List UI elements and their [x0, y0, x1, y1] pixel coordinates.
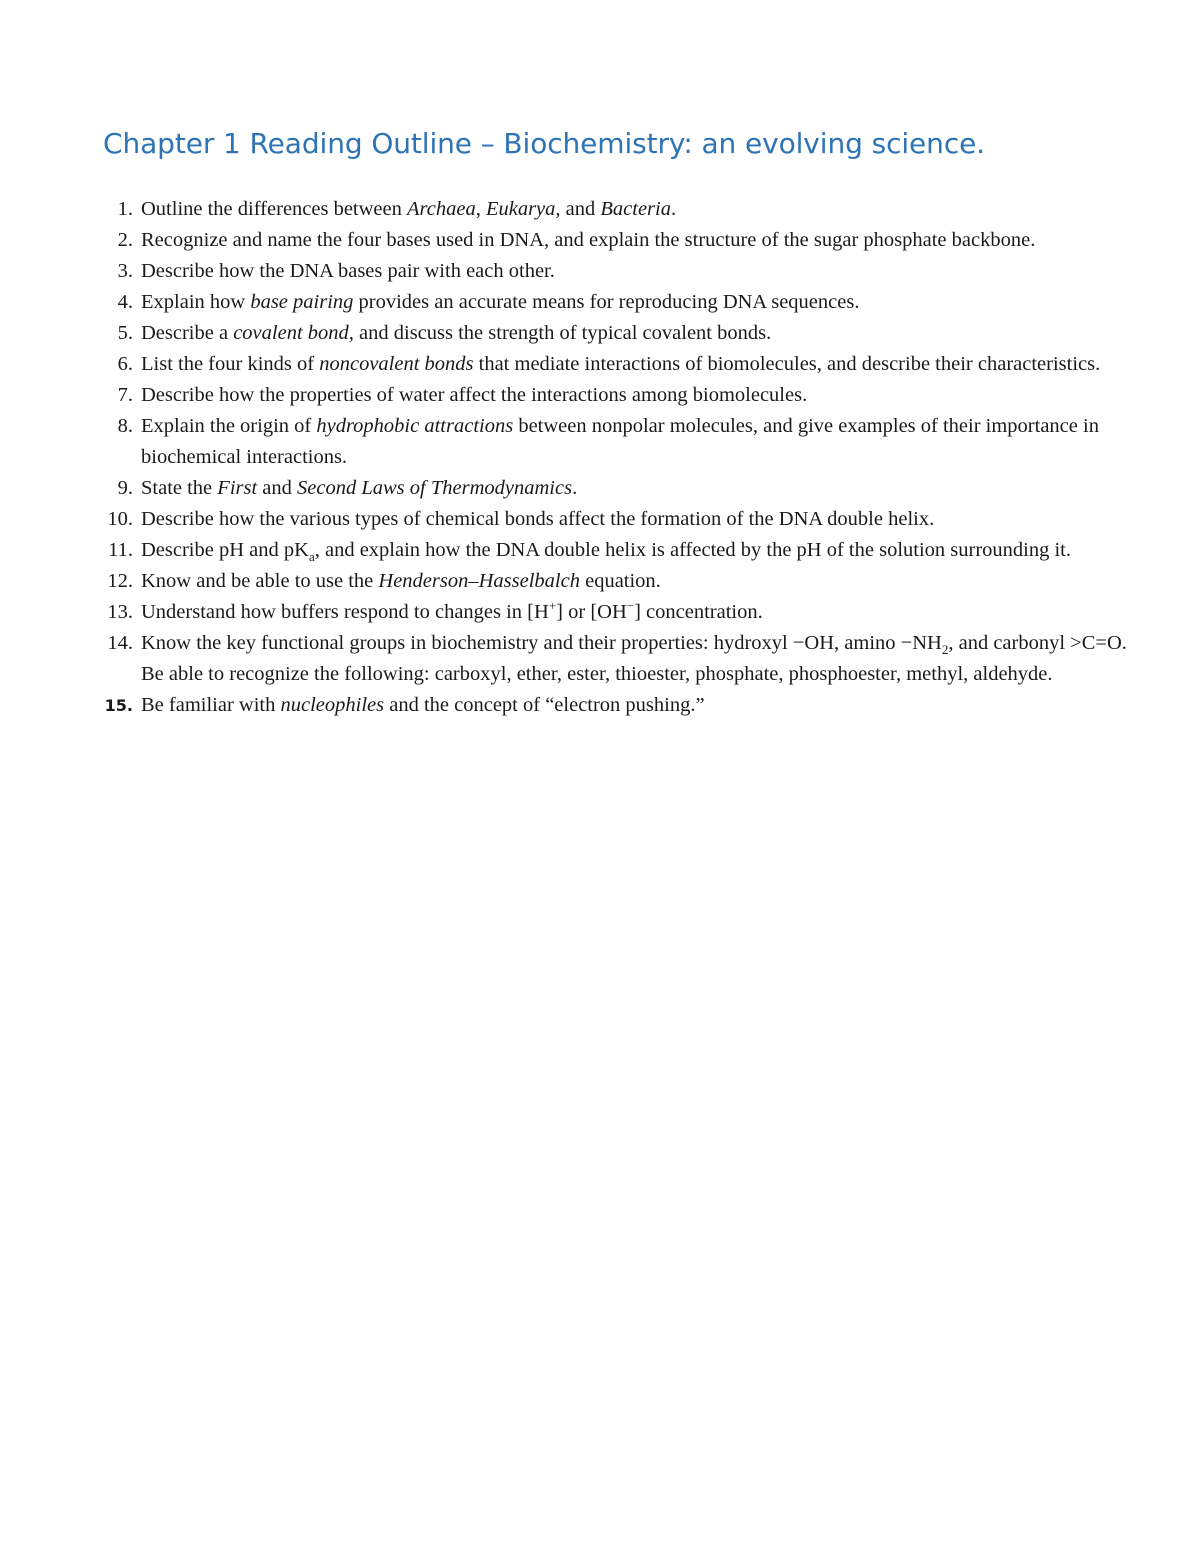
text-run: ] or [OH: [556, 601, 627, 623]
outline-item-number: 9.: [117, 477, 133, 499]
text-run: , and explain how the DNA double helix is affected by the pH of the solution surrounding it.: [314, 539, 1071, 561]
emphasized-term: Bacteria: [600, 198, 671, 220]
outline-item-text: [141, 260, 555, 282]
emphasized-term: nucleophiles: [280, 694, 385, 716]
outline-item-text: [141, 570, 661, 592]
emphasized-term: hydrophobic attractions: [316, 415, 514, 437]
text-run: ] concentration.: [634, 601, 763, 623]
subscript: 2: [941, 642, 949, 658]
outline-item-text: [141, 694, 705, 716]
text-run: Describe pH and pK: [141, 539, 309, 561]
outline-item-text: [141, 198, 676, 220]
outline-item: [0, 225, 1131, 256]
outline-item: [0, 411, 1131, 473]
text-run: State the: [141, 477, 218, 499]
outline-item-text: [141, 384, 807, 406]
outline-item: [0, 504, 1131, 535]
outline-item: [0, 318, 1131, 349]
text-run: Explain the origin of: [141, 415, 317, 437]
outline-item-text: [141, 539, 1071, 565]
emphasized-term: noncovalent bonds: [319, 353, 474, 375]
outline-item-text: [141, 477, 577, 499]
text-run: between nonpolar molecules, and give examples of their importance in biochemical interactions.: [141, 415, 1099, 468]
superscript: +: [548, 598, 557, 614]
text-run: Outline the differences between: [141, 198, 408, 220]
outline-item-text: [141, 353, 1100, 375]
outline-item: [0, 535, 1131, 566]
outline-item-number: 11.: [108, 539, 133, 561]
outline-item-number: 15.: [104, 696, 133, 715]
text-run: Describe how the various types of chemical bonds affect the formation of the DNA double helix.: [141, 508, 935, 530]
outline-item-text: [141, 508, 934, 530]
emphasized-term: Henderson–Hasselbalch: [378, 570, 580, 592]
outline-item-number: 12.: [107, 570, 133, 592]
text-run: Know the key functional groups in biochemistry and their properties: hydroxyl −OH, amino −NH: [141, 632, 942, 654]
outline-item-text: [141, 598, 763, 623]
text-run: ,: [475, 198, 486, 220]
outline-item-number: 13.: [107, 601, 133, 623]
text-run: and the concept of “electron pushing.”: [384, 694, 705, 716]
outline-item-text: [141, 291, 859, 313]
text-run: and: [257, 477, 298, 499]
emphasized-term: Second Laws of Thermodynamics: [297, 477, 573, 499]
emphasized-term: Archaea: [407, 198, 476, 220]
text-run: Be familiar with: [141, 694, 281, 716]
outline-item-text: [141, 322, 771, 344]
text-run: Describe a: [141, 322, 234, 344]
emphasized-term: base pairing: [250, 291, 354, 313]
text-run: that mediate interactions of biomolecules, and describe their characteristics.: [473, 353, 1101, 375]
text-run: , and discuss the strength of typical covalent bonds.: [348, 322, 772, 344]
outline-item-text: [141, 229, 1035, 251]
outline-item: [0, 194, 1131, 225]
outline-item-number: 7.: [117, 384, 133, 406]
page-title: Chapter 1 Reading Outline – Biochemistry: an evolving science.: [103, 127, 986, 160]
text-run: .: [670, 198, 677, 220]
outline-item-number: 6.: [117, 353, 133, 375]
outline-item-number: 1.: [117, 198, 133, 220]
text-run: .: [572, 477, 578, 499]
outline-item-number: 10.: [107, 508, 133, 530]
outline-item-number: 2.: [117, 229, 133, 251]
outline-item-number: 14.: [107, 632, 133, 654]
text-run: Know and be able to use the: [141, 570, 379, 592]
outline-item: [0, 690, 1131, 721]
outline-item-number: 3.: [117, 260, 133, 282]
outline-item: [0, 256, 1131, 287]
subscript: a: [308, 549, 315, 565]
outline-item: [0, 349, 1131, 380]
text-run: Explain how: [141, 291, 251, 313]
reading-outline-list: [0, 194, 1200, 721]
outline-item-number: 4.: [117, 291, 133, 313]
outline-item-text: [141, 415, 1099, 468]
outline-item: [0, 380, 1131, 411]
emphasized-term: Eukarya: [485, 198, 556, 220]
outline-item: [0, 566, 1131, 597]
text-run: Recognize and name the four bases used in DNA, and explain the structure of the sugar phosphate backbone.: [141, 229, 1036, 251]
emphasized-term: covalent bond: [233, 322, 349, 344]
outline-item: [0, 597, 1131, 628]
text-run: List the four kinds of: [141, 353, 320, 375]
text-run: Describe how the DNA bases pair with each other.: [141, 260, 555, 282]
text-run: , and: [555, 198, 601, 220]
outline-item: [0, 287, 1131, 318]
text-run: equation.: [579, 570, 661, 592]
outline-item-number: 5.: [117, 322, 133, 344]
text-run: provides an accurate means for reproducing DNA sequences.: [353, 291, 860, 313]
text-run: Understand how buffers respond to changes in [H: [141, 601, 549, 623]
outline-item-number: 8.: [117, 415, 133, 437]
emphasized-term: First: [217, 477, 258, 499]
text-run: Describe how the properties of water affect the interactions among biomolecules.: [141, 384, 808, 406]
outline-item: [0, 628, 1131, 690]
text-run: , and carbonyl >C=O. Be able to recognize the following: carboxyl, ether, ester, thioester, phosphate, phosphoester, methyl, aldehyde.: [141, 632, 1127, 685]
outline-item-text: [141, 632, 1127, 685]
superscript: −: [626, 598, 635, 614]
outline-item: [0, 473, 1131, 504]
